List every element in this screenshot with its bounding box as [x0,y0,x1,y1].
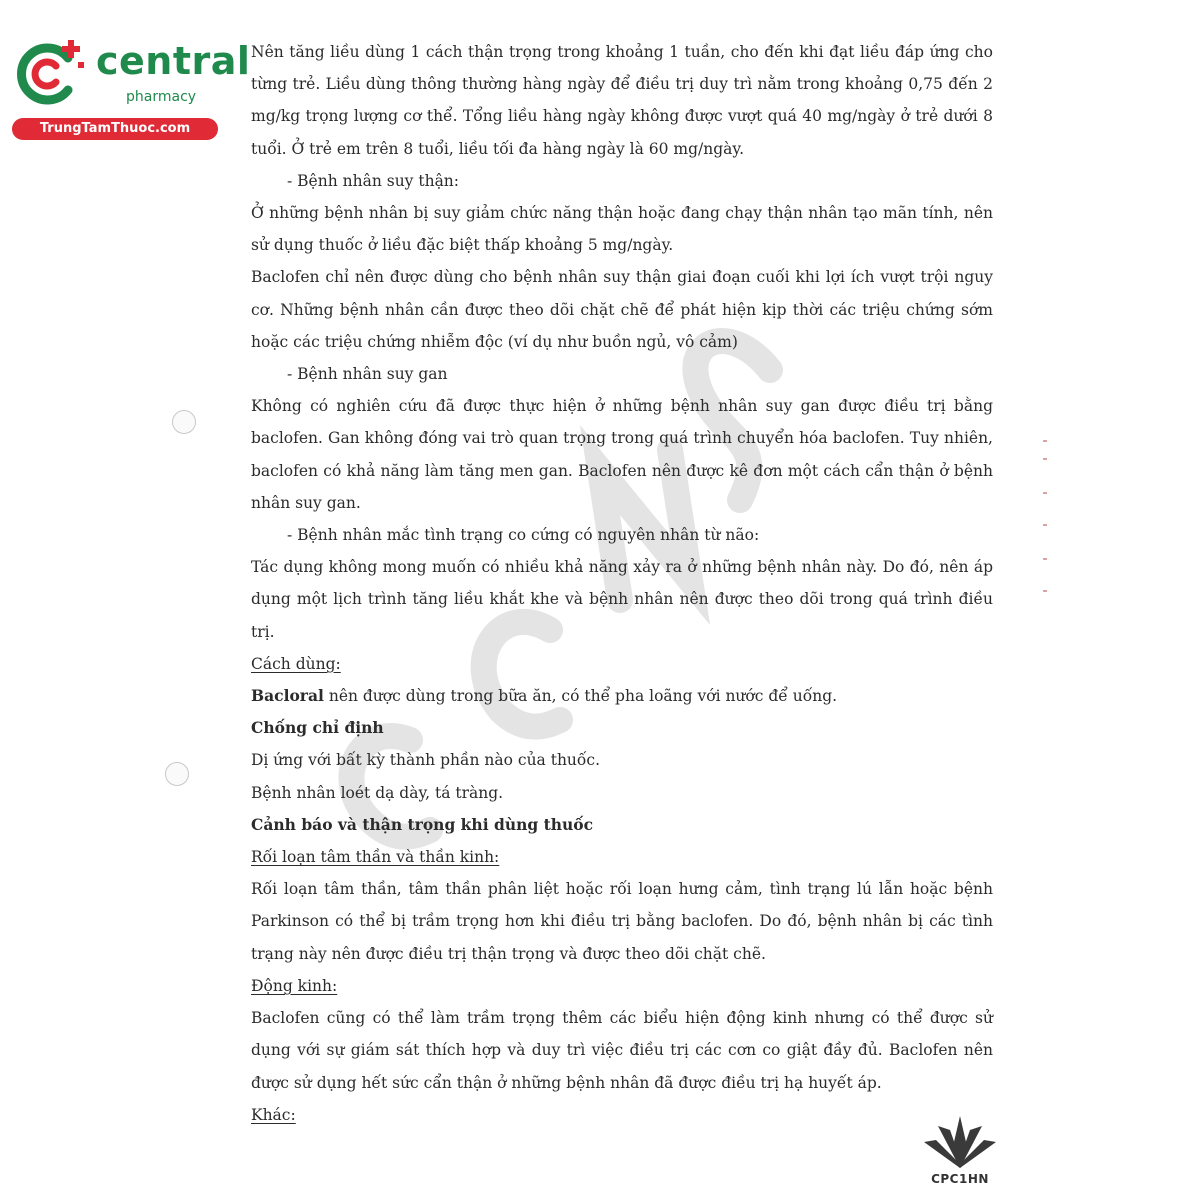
paragraph-renal-2: Baclofen chỉ nên được dùng cho bệnh nhân suy thận giai đoạn cuối khi lợi ích vượt trội nguy cơ. Những bệnh nhân cần được theo dõi chặt chẽ để phát hiện kịp thời các triệu chứng sớm hoặc các triệu chứng nhiễm độc (ví dụ như buồn ngủ, vô cảm) [251,268,993,351]
heading-epilepsy-text: Động kinh: [251,976,338,995]
heading-cerebral: - Bệnh nhân mắc tình trạng co cứng có nguyên nhân từ não: [287,526,760,545]
paragraph-psychiatric: Rối loạn tâm thần, tâm thần phân liệt hoặc rối loạn hưng cảm, tình trạng lú lẫn hoặc bệnh Parkinson có thể bị trầm trọng hơn khi điều trị bằng baclofen. Do đó, bệnh nhân bị các tình trạng này nên được điều trị thận trọng và được theo dõi chặt chẽ. [251,880,993,963]
document-body [251,36,993,1131]
cpc1hn-logo [920,1112,1000,1194]
brand-sub: pharmacy [126,89,197,105]
heading-contraindications: Chống chỉ định [251,718,384,738]
paragraph-renal-1: Ở những bệnh nhân bị suy giảm chức năng thận hoặc đang chạy thận nhân tạo mãn tính, nên sử dụng thuốc ở liều đặc biệt thấp khoảng 5 mg/ngày. [251,204,993,255]
heading-other [251,1099,993,1131]
heading-usage [251,648,993,680]
usage-text: nên được dùng trong bữa ăn, có thể pha loãng với nước để uống. [323,687,838,706]
paragraph-epilepsy: Baclofen cũng có thể làm trầm trọng thêm các biểu hiện động kinh nhưng có thể được sử dụng với sự giám sát thích hợp và duy trì việc điều trị các cơn co giật đầy đủ. Baclofen nên được sử dụng hết sức cẩn thận ở những bệnh nhân đã được điều trị hạ huyết áp. [251,1009,993,1092]
heading-usage-text: Cách dùng: [251,654,341,673]
binder-hole-top [172,410,196,434]
heading-renal: - Bệnh nhân suy thận: [287,171,460,190]
cpc1hn-text: CPC1HN [931,1172,989,1186]
central-pharmacy-mark-icon [10,38,90,108]
heading-other-text: Khác: [251,1105,296,1124]
heading-epilepsy [251,970,993,1002]
paragraph-cerebral: Tác dụng không mong muốn có nhiều khả năng xảy ra ở những bệnh nhân này. Do đó, nên áp dụng một lịch trình tăng liều khắt khe và bệnh nhân nên được theo dõi trong quá trình điều trị. [251,558,993,641]
usage-brand: Bacloral [251,686,324,706]
brand-name: central [96,39,251,83]
heading-psychiatric [251,841,993,873]
cpc1hn-leaf-icon [920,1112,1000,1172]
brand-site-badge[interactable]: TrungTamThuoc.com [12,118,218,140]
heading-psychiatric-text: Rối loạn tâm thần và thần kinh: [251,848,500,867]
margin-marks [1043,440,1049,610]
paragraph-pediatric-dose: Nên tăng liều dùng 1 cách thận trọng trong khoảng 1 tuần, cho đến khi đạt liều đáp ứng cho từng trẻ. Liều dùng thông thường hàng ngày để điều trị duy trì nằm trong khoảng 0,75 đến 2 mg/kg trọng lượng cơ thể. Tổng liều hàng ngày không được vượt quá 40 mg/ngày ở trẻ dưới 8 tuổi. Ở trẻ em trên 8 tuổi, liều tối đa hàng ngày là 60 mg/ngày. [251,43,993,158]
contraindication-2: Bệnh nhân loét dạ dày, tá tràng. [251,783,504,802]
paragraph-usage [251,680,993,712]
paragraph-hepatic: Không có nghiên cứu đã được thực hiện ở những bệnh nhân suy gan được điều trị bằng baclofen. Gan không đóng vai trò quan trọng trong quá trình chuyển hóa baclofen. Tuy nhiên, baclofen có khả năng làm tăng men gan. Baclofen nên được kê đơn một cách cẩn thận ở bệnh nhân suy gan. [251,397,993,512]
central-pharmacy-logo[interactable] [10,38,251,138]
heading-hepatic: - Bệnh nhân suy gan [287,365,448,384]
heading-warnings: Cảnh báo và thận trọng khi dùng thuốc [251,814,594,834]
binder-hole-bottom [165,762,189,786]
contraindication-1: Dị ứng với bất kỳ thành phần nào của thuốc. [251,751,601,770]
